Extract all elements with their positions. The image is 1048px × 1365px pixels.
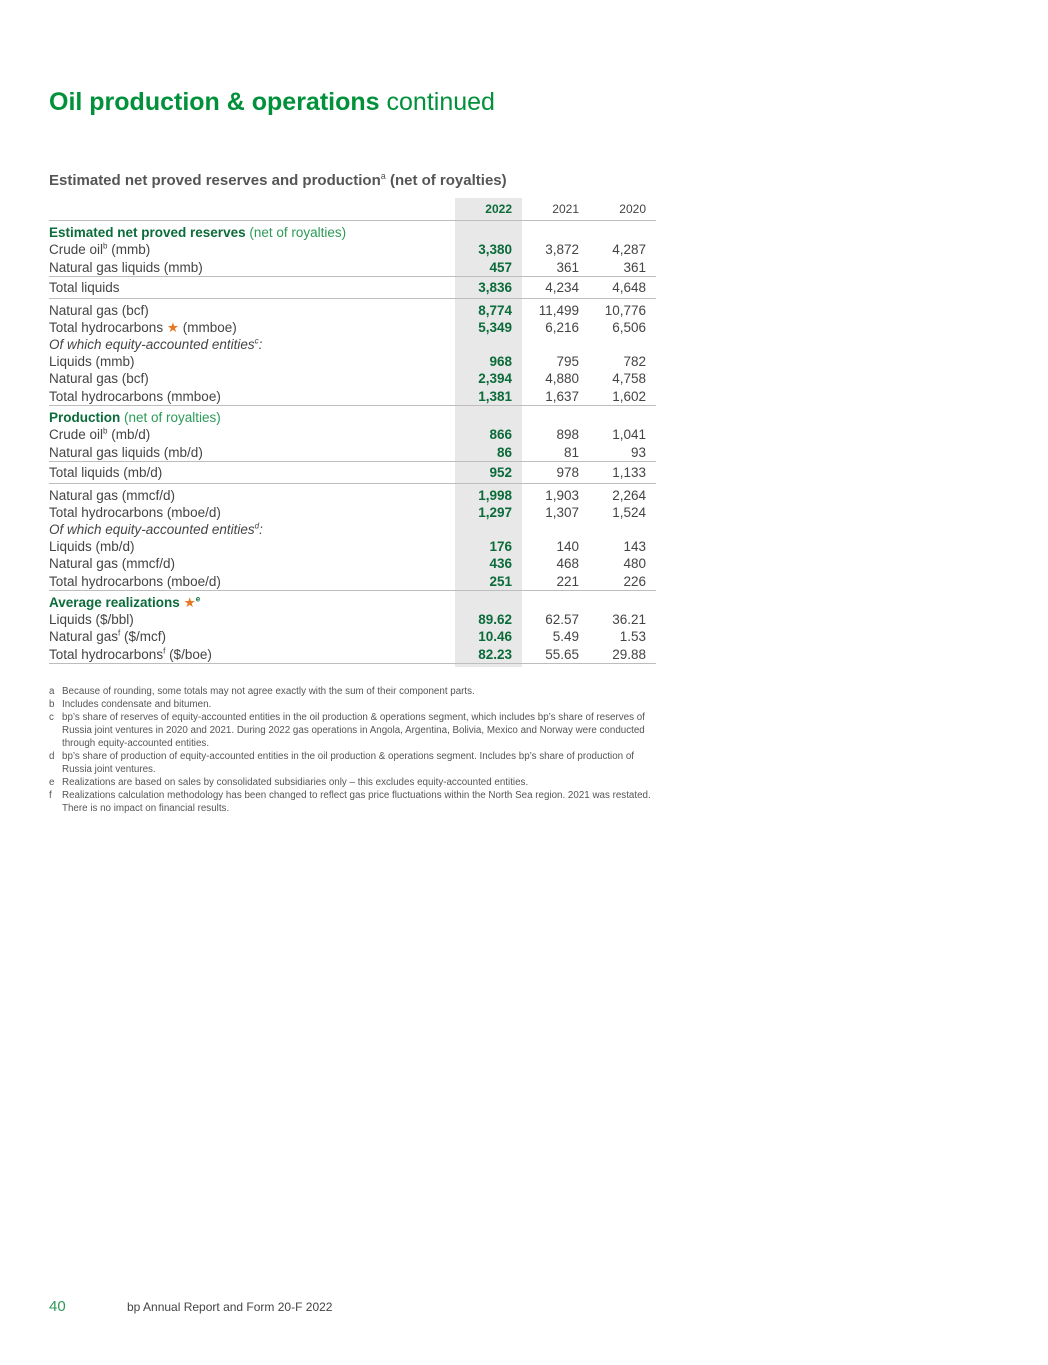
section-heading-realizations: Average realizations ★$^e$ [49, 594, 201, 610]
table-row: Total hydrocarbons (mmboe) 1,381 1,637 1,602 [49, 387, 656, 406]
table-subheading: Of which equity-accounted entities$^d$: [49, 521, 263, 537]
star-icon: ★ [183, 594, 196, 610]
table-row: Liquids ($/bbl) 89.62 62.57 36.21 [49, 612, 646, 627]
table-row: Crude oil$^b$ (mmb) 3,380 3,872 4,287 [49, 241, 646, 257]
col-header-2021: 2021 [552, 202, 579, 216]
table-row: Natural gas liquids (mmb) 457 361 361 [49, 258, 656, 277]
table-row: Natural gas (mmcf/d) 436 468 480 [49, 556, 646, 571]
table-row: Total hydrocarbons (mboe/d) 251 221 226 [49, 572, 656, 591]
star-icon: ★ [166, 319, 179, 335]
table-row-total: Total liquids 3,836 4,234 4,648 [49, 277, 656, 299]
table-row: Natural gas (bcf) 2,394 4,880 4,758 [49, 371, 646, 386]
table-row: Crude oil$^b$ (mb/d) 866 898 1,041 [49, 426, 646, 442]
reserves-production-table [49, 198, 656, 664]
page-title: Oil production & operations continued [49, 88, 495, 116]
table-row: Natural gas (mmcf/d) 1,998 1,903 2,264 [49, 488, 646, 503]
footnote: f Realizations calculation methodology has been changed to reflect gas price fluctuations within the North Sea region. 2021 was restated. There is no impact on financial results. [49, 790, 651, 814]
page-number: 40 [49, 1298, 66, 1315]
table-row: Natural gas (bcf) 8,774 11,499 10,776 [49, 303, 646, 318]
footnote-ref-a: a [380, 171, 386, 181]
col-header-2020: 2020 [619, 202, 646, 216]
report-name: bp Annual Report and Form 20-F 2022 [127, 1300, 333, 1314]
table-header-row [49, 198, 656, 221]
footnote: c bp’s share of reserves of equity-accounted entities in the oil production & operations segment, which includes bp’s share of reserves of Russia joint ventures in 2020 and 2021. During 2022 gas operations in Angola, Argentina, Bolivia, Mexico and Norway were conducted through equity-accounted entities. [49, 712, 645, 749]
table-title: Estimated net proved reserves and production$^a$ (net of royalties) [49, 171, 507, 189]
table-row: Total hydrocarbons$^f$ ($/boe) 82.23 55.65 29.88 [49, 645, 656, 664]
table-row: Total hydrocarbons ★ (mmboe) 5,349 6,216 6,506 [49, 319, 646, 335]
footnotes [49, 685, 659, 815]
section-heading-production: Production (net of royalties) [49, 410, 221, 425]
table-row: Total hydrocarbons (mboe/d) 1,297 1,307 1,524 [49, 505, 646, 520]
footnote: d bp’s share of production of equity-accounted entities in the oil production & operations segment. Includes bp’s share of production of Russia joint ventures. [49, 751, 635, 775]
page-title-suffix: continued [379, 88, 495, 116]
table-row: Natural gas liquids (mb/d) 86 81 93 [49, 443, 656, 462]
table-row: Liquids (mmb) 968 795 782 [49, 354, 646, 369]
footnote: e Realizations are based on sales by consolidated subsidiaries only – this excludes equity-accounted entities. [49, 777, 529, 788]
footnote: b Includes condensate and bitumen. [49, 699, 212, 710]
section-heading-reserves: Estimated net proved reserves (net of royalties) [49, 225, 347, 240]
footnote: a Because of rounding, some totals may not agree exactly with the sum of their component parts. [49, 686, 475, 697]
table-subheading: Of which equity-accounted entities$^c$: [49, 336, 263, 352]
col-header-2022: 2022 [485, 202, 512, 216]
table-row: Liquids (mb/d) 176 140 143 [49, 539, 646, 554]
table-row-total: Total liquids (mb/d) 952 978 1,133 [49, 462, 656, 484]
table-row: Natural gas$^f$ ($/mcf) 10.46 5.49 1.53 [49, 628, 646, 644]
